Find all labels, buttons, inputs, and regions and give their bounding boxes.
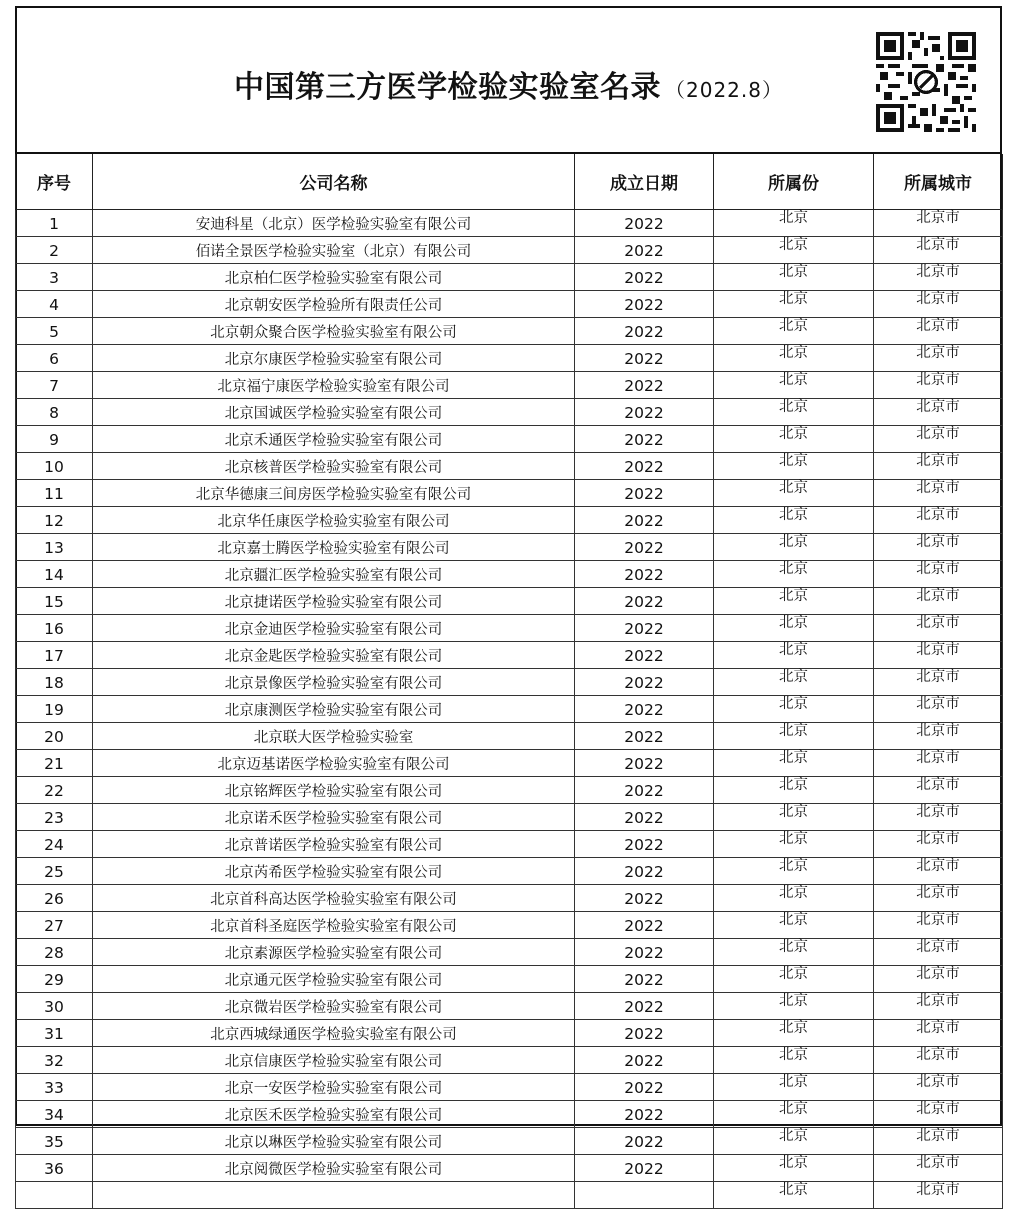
cell-city: 北京市	[874, 750, 1003, 777]
cell-province: 北京	[714, 750, 874, 777]
cell-company-name: 北京西城绿通医学检验实验室有限公司	[93, 1020, 575, 1047]
cell-established: 2022	[575, 615, 714, 642]
cell-established: 2022	[575, 372, 714, 399]
table-row	[16, 723, 1003, 750]
cell-serial: 16	[16, 615, 93, 642]
cell-serial: 4	[16, 291, 93, 318]
cell-province: 北京	[714, 696, 874, 723]
cell-established: 2022	[575, 831, 714, 858]
cell-city: 北京市	[874, 345, 1003, 372]
cell-serial: 32	[16, 1047, 93, 1074]
cell-established: 2022	[575, 858, 714, 885]
cell-province: 北京	[714, 210, 874, 237]
table-row	[16, 615, 1003, 642]
cell-province: 北京	[714, 777, 874, 804]
cell-established: 2022	[575, 480, 714, 507]
cell-province: 北京	[714, 669, 874, 696]
cell-city: 北京市	[874, 615, 1003, 642]
cell-established: 2022	[575, 1101, 714, 1128]
cell-company-name: 北京华任康医学检验实验室有限公司	[93, 507, 575, 534]
cell-established: 2022	[575, 1074, 714, 1101]
cell-serial: 34	[16, 1101, 93, 1128]
cell-company-name: 北京首科高达医学检验实验室有限公司	[93, 885, 575, 912]
cell-serial: 20	[16, 723, 93, 750]
cell-province: 北京	[714, 1047, 874, 1074]
cell-city: 北京市	[874, 318, 1003, 345]
table-body	[16, 210, 1003, 1209]
cell-company-name: 安迪科星（北京）医学检验实验室有限公司	[93, 210, 575, 237]
cell-city: 北京市	[874, 1128, 1003, 1155]
cell-city: 北京市	[874, 210, 1003, 237]
cell-company-name: 北京普诺医学检验实验室有限公司	[93, 831, 575, 858]
table-row	[16, 831, 1003, 858]
cell-province: 北京	[714, 1182, 874, 1209]
cell-province: 北京	[714, 534, 874, 561]
cell-company-name: 北京首科圣庭医学检验实验室有限公司	[93, 912, 575, 939]
cell-serial: 15	[16, 588, 93, 615]
cell-company-name	[93, 1182, 575, 1209]
cell-serial: 35	[16, 1128, 93, 1155]
cell-serial: 31	[16, 1020, 93, 1047]
table-row	[16, 210, 1003, 237]
cell-established: 2022	[575, 264, 714, 291]
qr-code-icon	[876, 32, 976, 132]
cell-company-name: 北京迈基诺医学检验实验室有限公司	[93, 750, 575, 777]
cell-established: 2022	[575, 588, 714, 615]
cell-province: 北京	[714, 1101, 874, 1128]
cell-company-name: 北京通元医学检验实验室有限公司	[93, 966, 575, 993]
table-row	[16, 426, 1003, 453]
cell-city: 北京市	[874, 831, 1003, 858]
page-title	[17, 62, 1000, 106]
cell-company-name: 北京疆汇医学检验实验室有限公司	[93, 561, 575, 588]
cell-serial: 10	[16, 453, 93, 480]
cell-province: 北京	[714, 885, 874, 912]
table-row	[16, 993, 1003, 1020]
table-row	[16, 372, 1003, 399]
cell-established: 2022	[575, 804, 714, 831]
table-row	[16, 642, 1003, 669]
cell-serial: 27	[16, 912, 93, 939]
cell-established: 2022	[575, 426, 714, 453]
table-row	[16, 939, 1003, 966]
header-date: 成立日期	[575, 154, 714, 210]
cell-company-name: 北京尔康医学检验实验室有限公司	[93, 345, 575, 372]
table-row	[16, 291, 1003, 318]
cell-company-name: 北京微岩医学检验实验室有限公司	[93, 993, 575, 1020]
cell-province: 北京	[714, 939, 874, 966]
cell-company-name: 北京朝安医学检验所有限责任公司	[93, 291, 575, 318]
cell-province: 北京	[714, 291, 874, 318]
cell-city: 北京市	[874, 669, 1003, 696]
cell-city: 北京市	[874, 372, 1003, 399]
cell-serial: 36	[16, 1155, 93, 1182]
cell-city: 北京市	[874, 264, 1003, 291]
cell-company-name: 北京核普医学检验实验室有限公司	[93, 453, 575, 480]
table-row	[16, 885, 1003, 912]
cell-serial: 6	[16, 345, 93, 372]
header-serial: 序号	[16, 154, 93, 210]
cell-company-name: 北京金匙医学检验实验室有限公司	[93, 642, 575, 669]
table-row	[16, 669, 1003, 696]
cell-established: 2022	[575, 318, 714, 345]
document-sheet	[15, 6, 1002, 1198]
cell-city: 北京市	[874, 480, 1003, 507]
cell-city: 北京市	[874, 777, 1003, 804]
cell-province: 北京	[714, 588, 874, 615]
cell-city: 北京市	[874, 966, 1003, 993]
cell-province: 北京	[714, 615, 874, 642]
cell-company-name: 北京素源医学检验实验室有限公司	[93, 939, 575, 966]
cell-serial: 28	[16, 939, 93, 966]
cell-city: 北京市	[874, 1101, 1003, 1128]
table-row	[16, 399, 1003, 426]
cell-company-name: 北京联大医学检验实验室	[93, 723, 575, 750]
table-row	[16, 804, 1003, 831]
cell-company-name: 北京诺禾医学检验实验室有限公司	[93, 804, 575, 831]
cell-city: 北京市	[874, 534, 1003, 561]
table-row	[16, 966, 1003, 993]
cell-established: 2022	[575, 1128, 714, 1155]
cell-city: 北京市	[874, 1047, 1003, 1074]
cell-company-name: 北京景像医学检验实验室有限公司	[93, 669, 575, 696]
cell-province: 北京	[714, 858, 874, 885]
cell-city: 北京市	[874, 642, 1003, 669]
table-row	[16, 318, 1003, 345]
cell-city: 北京市	[874, 858, 1003, 885]
cell-established: 2022	[575, 669, 714, 696]
cell-company-name: 佰诺全景医学检验实验室（北京）有限公司	[93, 237, 575, 264]
cell-city: 北京市	[874, 939, 1003, 966]
cell-company-name: 北京金迪医学检验实验室有限公司	[93, 615, 575, 642]
table-row	[16, 480, 1003, 507]
cell-province: 北京	[714, 912, 874, 939]
cell-serial: 19	[16, 696, 93, 723]
cell-province: 北京	[714, 993, 874, 1020]
cell-established: 2022	[575, 237, 714, 264]
cell-province: 北京	[714, 642, 874, 669]
cell-province: 北京	[714, 264, 874, 291]
cell-company-name: 北京铭辉医学检验实验室有限公司	[93, 777, 575, 804]
cell-city: 北京市	[874, 426, 1003, 453]
cell-city: 北京市	[874, 993, 1003, 1020]
cell-province: 北京	[714, 426, 874, 453]
cell-city: 北京市	[874, 1182, 1003, 1209]
cell-province: 北京	[714, 507, 874, 534]
cell-city: 北京市	[874, 588, 1003, 615]
cell-company-name: 北京华德康三间房医学检验实验室有限公司	[93, 480, 575, 507]
cell-province: 北京	[714, 831, 874, 858]
table-row	[16, 1155, 1003, 1182]
cell-province: 北京	[714, 480, 874, 507]
cell-serial: 29	[16, 966, 93, 993]
table-row	[16, 1128, 1003, 1155]
table-row	[16, 1101, 1003, 1128]
cell-established: 2022	[575, 1020, 714, 1047]
cell-serial: 25	[16, 858, 93, 885]
cell-province: 北京	[714, 399, 874, 426]
cell-serial: 2	[16, 237, 93, 264]
table-row	[16, 1182, 1003, 1209]
table-row	[16, 588, 1003, 615]
table-row	[16, 534, 1003, 561]
cell-company-name: 北京信康医学检验实验室有限公司	[93, 1047, 575, 1074]
table-row	[16, 507, 1003, 534]
cell-city: 北京市	[874, 237, 1003, 264]
cell-company-name: 北京柏仁医学检验实验室有限公司	[93, 264, 575, 291]
header-city: 所属城市	[874, 154, 1003, 210]
cell-company-name: 北京国诚医学检验实验室有限公司	[93, 399, 575, 426]
cell-serial: 1	[16, 210, 93, 237]
title-text: 中国第三方医学检验实验室名录	[234, 70, 661, 105]
cell-city: 北京市	[874, 723, 1003, 750]
cell-company-name: 北京芮希医学检验实验室有限公司	[93, 858, 575, 885]
cell-serial: 12	[16, 507, 93, 534]
header-company: 公司名称	[93, 154, 575, 210]
cell-serial: 13	[16, 534, 93, 561]
cell-province: 北京	[714, 318, 874, 345]
cell-serial: 23	[16, 804, 93, 831]
cell-serial: 11	[16, 480, 93, 507]
cell-province: 北京	[714, 723, 874, 750]
cell-established: 2022	[575, 642, 714, 669]
cell-company-name: 北京阅微医学检验实验室有限公司	[93, 1155, 575, 1182]
cell-company-name: 北京以琳医学检验实验室有限公司	[93, 1128, 575, 1155]
cell-province: 北京	[714, 804, 874, 831]
cell-company-name: 北京捷诺医学检验实验室有限公司	[93, 588, 575, 615]
cell-province: 北京	[714, 237, 874, 264]
table-row	[16, 750, 1003, 777]
cell-established: 2022	[575, 939, 714, 966]
cell-city: 北京市	[874, 696, 1003, 723]
table-row	[16, 237, 1003, 264]
table-row	[16, 264, 1003, 291]
cell-serial: 17	[16, 642, 93, 669]
cell-established: 2022	[575, 777, 714, 804]
cell-established: 2022	[575, 750, 714, 777]
cell-serial: 8	[16, 399, 93, 426]
cell-province: 北京	[714, 966, 874, 993]
cell-established: 2022	[575, 966, 714, 993]
cell-established: 2022	[575, 912, 714, 939]
cell-established: 2022	[575, 453, 714, 480]
cell-city: 北京市	[874, 1074, 1003, 1101]
cell-province: 北京	[714, 372, 874, 399]
cell-company-name: 北京嘉士腾医学检验实验室有限公司	[93, 534, 575, 561]
cell-company-name: 北京福宁康医学检验实验室有限公司	[93, 372, 575, 399]
cell-province: 北京	[714, 561, 874, 588]
cell-province: 北京	[714, 345, 874, 372]
cell-city: 北京市	[874, 1020, 1003, 1047]
cell-serial: 5	[16, 318, 93, 345]
cell-province: 北京	[714, 453, 874, 480]
table-row	[16, 858, 1003, 885]
cell-established: 2022	[575, 399, 714, 426]
cell-serial: 24	[16, 831, 93, 858]
table-row	[16, 453, 1003, 480]
cell-province: 北京	[714, 1020, 874, 1047]
cell-serial: 7	[16, 372, 93, 399]
cell-company-name: 北京医禾医学检验实验室有限公司	[93, 1101, 575, 1128]
cell-serial: 22	[16, 777, 93, 804]
table-row	[16, 777, 1003, 804]
table-row	[16, 345, 1003, 372]
table-row	[16, 696, 1003, 723]
cell-established: 2022	[575, 696, 714, 723]
title-date: （2022.8）	[665, 78, 783, 102]
cell-serial: 26	[16, 885, 93, 912]
cell-established: 2022	[575, 210, 714, 237]
cell-established: 2022	[575, 993, 714, 1020]
cell-established: 2022	[575, 1047, 714, 1074]
table-header-row	[16, 154, 1003, 210]
cell-province: 北京	[714, 1155, 874, 1182]
cell-established: 2022	[575, 345, 714, 372]
header-province: 所属份	[714, 154, 874, 210]
table-row	[16, 1074, 1003, 1101]
cell-established: 2022	[575, 507, 714, 534]
cell-city: 北京市	[874, 804, 1003, 831]
cell-established	[575, 1182, 714, 1209]
cell-serial: 9	[16, 426, 93, 453]
cell-serial: 21	[16, 750, 93, 777]
cell-established: 2022	[575, 534, 714, 561]
cell-established: 2022	[575, 723, 714, 750]
cell-serial	[16, 1182, 93, 1209]
cell-established: 2022	[575, 885, 714, 912]
cell-serial: 18	[16, 669, 93, 696]
cell-city: 北京市	[874, 561, 1003, 588]
cell-company-name: 北京朝众聚合医学检验实验室有限公司	[93, 318, 575, 345]
cell-serial: 3	[16, 264, 93, 291]
cell-established: 2022	[575, 561, 714, 588]
cell-province: 北京	[714, 1128, 874, 1155]
table-row	[16, 1047, 1003, 1074]
cell-city: 北京市	[874, 399, 1003, 426]
table-row	[16, 1020, 1003, 1047]
cell-serial: 33	[16, 1074, 93, 1101]
cell-established: 2022	[575, 291, 714, 318]
table-row	[16, 912, 1003, 939]
cell-company-name: 北京康测医学检验实验室有限公司	[93, 696, 575, 723]
cell-city: 北京市	[874, 885, 1003, 912]
cell-city: 北京市	[874, 453, 1003, 480]
cell-city: 北京市	[874, 1155, 1003, 1182]
cell-serial: 30	[16, 993, 93, 1020]
table-row	[16, 561, 1003, 588]
cell-company-name: 北京禾通医学检验实验室有限公司	[93, 426, 575, 453]
cell-serial: 14	[16, 561, 93, 588]
cell-province: 北京	[714, 1074, 874, 1101]
cell-city: 北京市	[874, 291, 1003, 318]
cell-city: 北京市	[874, 507, 1003, 534]
cell-established: 2022	[575, 1155, 714, 1182]
title-block	[17, 8, 1000, 154]
cell-city: 北京市	[874, 912, 1003, 939]
lab-directory-table	[15, 154, 1003, 1209]
cell-company-name: 北京一安医学检验实验室有限公司	[93, 1074, 575, 1101]
